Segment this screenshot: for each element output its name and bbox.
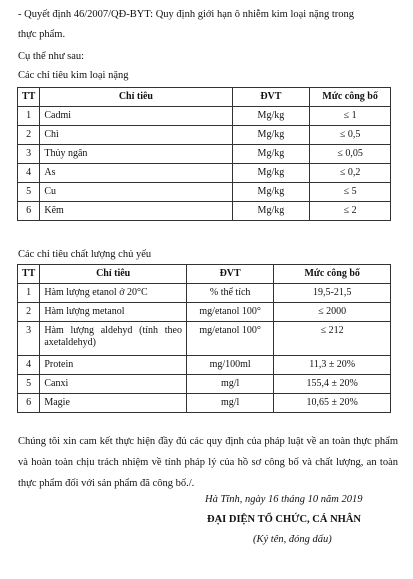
signature-note: (Ký tên, đóng dấu): [253, 534, 332, 545]
cell-indicator: Canxi: [40, 375, 187, 394]
cell-indicator: Chì: [40, 126, 232, 145]
cell-unit: mg/etanol 100°: [186, 303, 273, 322]
cell-tt: 4: [18, 356, 40, 375]
col-header-unit: ĐVT: [186, 265, 273, 284]
signature-title: ĐẠI DIỆN TỔ CHỨC, CÁ NHÂN: [207, 514, 362, 525]
cell-level: ≤ 1: [310, 107, 391, 126]
table-row: [18, 164, 391, 183]
commitment-paragraph: Chúng tôi xin cam kết thực hiện đầy đủ các quy định của pháp luật về an toàn thực phẩm và hoàn toàn chịu trách nhiệm về tính pháp lý của hồ sơ công bố và chất lượng, an toàn thực phẩm đối với sản phẩm đã công bố./.: [18, 436, 398, 489]
section2-title: Các chỉ tiêu chất lượng chủ yếu: [18, 249, 152, 260]
col-header-tt: TT: [18, 88, 40, 107]
table-row: [18, 202, 391, 221]
table-row: [18, 107, 391, 126]
cell-tt: 6: [18, 394, 40, 413]
heavy-metals-table: [17, 87, 391, 221]
cell-indicator: Thủy ngân: [40, 145, 232, 164]
table-row: [18, 284, 391, 303]
cell-tt: 1: [18, 284, 40, 303]
intro-line-1: - Quyết định 46/2007/QĐ-BYT: Quy định giới hạn ô nhiễm kim loại nặng trong: [18, 9, 355, 20]
cell-tt: 6: [18, 202, 40, 221]
table-row: [18, 145, 391, 164]
cell-level: ≤ 5: [310, 183, 391, 202]
intro-line-3: Cụ thể như sau:: [18, 51, 85, 62]
col-header-level: Mức công bố: [274, 265, 391, 284]
cell-level: 10,65 ± 20%: [274, 394, 391, 413]
cell-unit: Mg/kg: [232, 126, 310, 145]
quality-table: [17, 264, 391, 413]
cell-unit: Mg/kg: [232, 183, 310, 202]
table-row: [18, 126, 391, 145]
cell-tt: 3: [18, 145, 40, 164]
cell-level: ≤ 0,05: [310, 145, 391, 164]
col-header-tt: TT: [18, 265, 40, 284]
table-row: [18, 394, 391, 413]
table-row: [18, 322, 391, 356]
cell-level: 155,4 ± 20%: [274, 375, 391, 394]
cell-tt: 2: [18, 126, 40, 145]
cell-level: 19,5-21,5: [274, 284, 391, 303]
cell-indicator: Protein: [40, 356, 187, 375]
cell-unit: Mg/kg: [232, 107, 310, 126]
cell-tt: 4: [18, 164, 40, 183]
cell-unit: mg/l: [186, 394, 273, 413]
cell-tt: 5: [18, 183, 40, 202]
cell-level: 11,3 ± 20%: [274, 356, 391, 375]
table-row: [18, 375, 391, 394]
table-header-row: [18, 265, 391, 284]
cell-unit: % thể tích: [186, 284, 273, 303]
col-header-indicator: Chỉ tiêu: [40, 265, 187, 284]
cell-indicator: Cu: [40, 183, 232, 202]
cell-tt: 3: [18, 322, 40, 356]
section1-title: Các chỉ tiêu kim loại nặng: [18, 70, 129, 81]
cell-level: ≤ 2: [310, 202, 391, 221]
cell-tt: 5: [18, 375, 40, 394]
table-row: [18, 356, 391, 375]
cell-indicator: Hàm lượng etanol ở 20°C: [40, 284, 187, 303]
cell-unit: mg/etanol 100°: [186, 322, 273, 356]
col-header-level: Mức công bố: [310, 88, 391, 107]
cell-indicator: Magie: [40, 394, 187, 413]
cell-indicator: Hàm lượng metanol: [40, 303, 187, 322]
signature-date: Hà Tĩnh, ngày 16 tháng 10 năm 2019: [205, 494, 363, 505]
table-row: [18, 303, 391, 322]
cell-tt: 2: [18, 303, 40, 322]
cell-indicator: Cadmi: [40, 107, 232, 126]
cell-indicator: Kẽm: [40, 202, 232, 221]
table-header-row: [18, 88, 391, 107]
cell-indicator: Hàm lượng aldehyd (tính theo axetaldehyd): [40, 322, 187, 356]
cell-unit: Mg/kg: [232, 164, 310, 183]
cell-level: ≤ 0,5: [310, 126, 391, 145]
cell-level: ≤ 0,2: [310, 164, 391, 183]
cell-tt: 1: [18, 107, 40, 126]
cell-unit: mg/l: [186, 375, 273, 394]
cell-unit: Mg/kg: [232, 202, 310, 221]
intro-line-2: thực phẩm.: [18, 29, 66, 40]
col-header-unit: ĐVT: [232, 88, 310, 107]
cell-unit: Mg/kg: [232, 145, 310, 164]
cell-indicator: As: [40, 164, 232, 183]
cell-level: ≤ 2000: [274, 303, 391, 322]
cell-level: ≤ 212: [274, 322, 391, 356]
table-row: [18, 183, 391, 202]
col-header-indicator: Chỉ tiêu: [40, 88, 232, 107]
cell-unit: mg/100ml: [186, 356, 273, 375]
